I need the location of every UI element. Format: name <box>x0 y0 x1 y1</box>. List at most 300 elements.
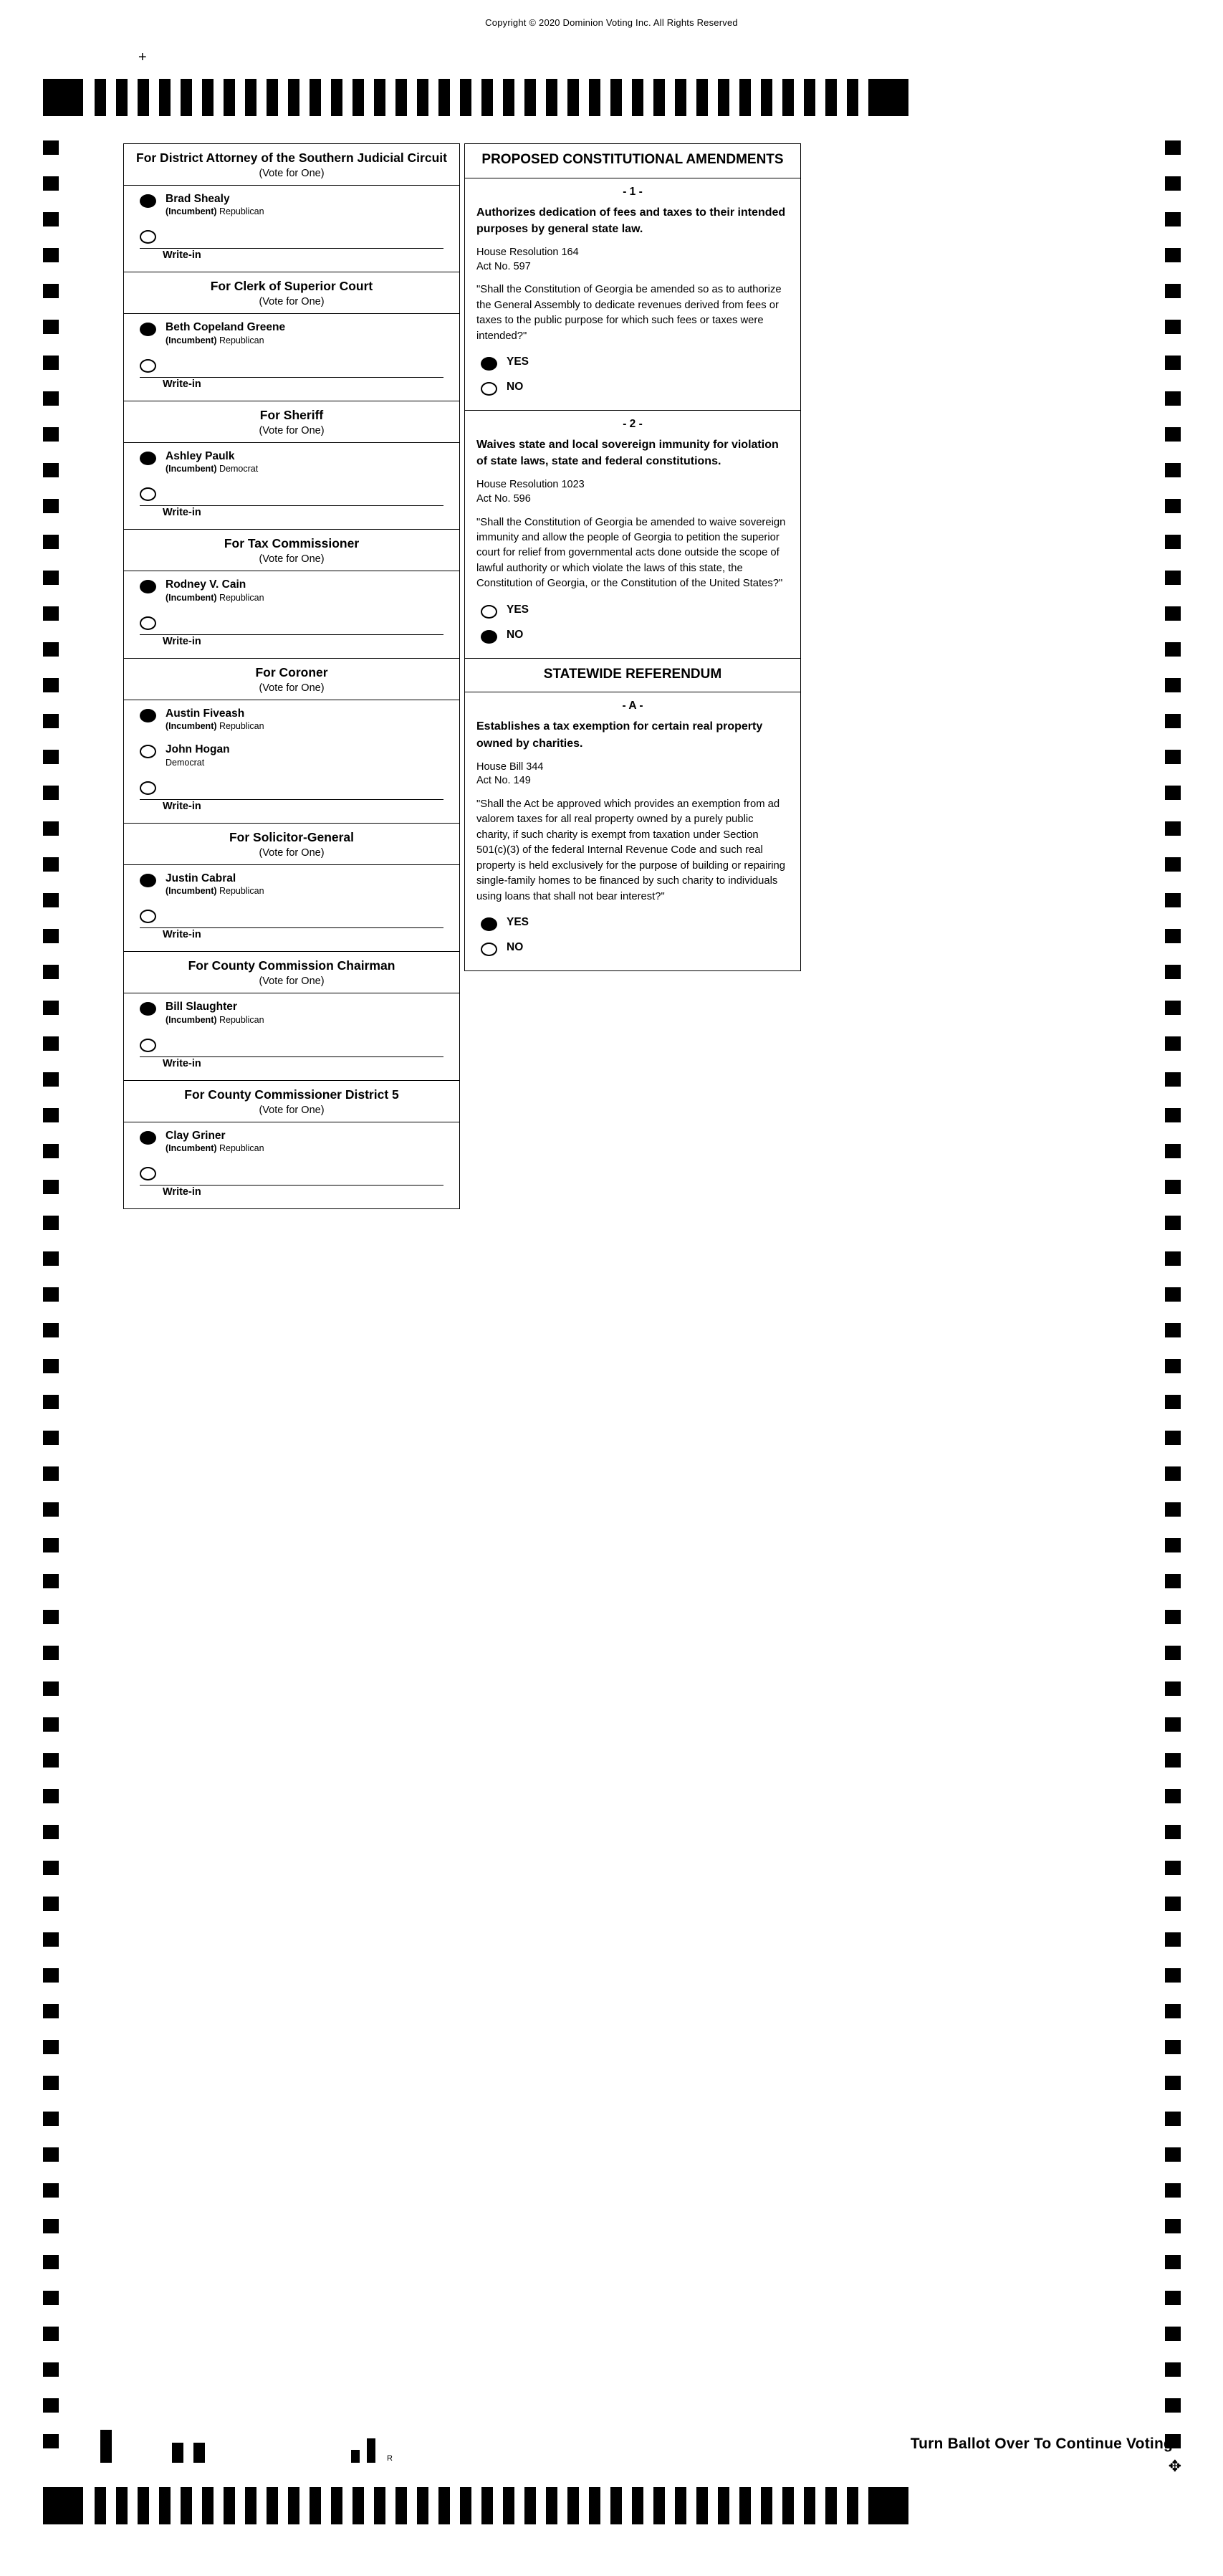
contest-block <box>123 1080 460 1209</box>
timing-mark <box>1165 750 1181 764</box>
contest-block <box>123 529 460 657</box>
timing-mark <box>374 79 385 116</box>
timing-mark <box>1165 1717 1181 1732</box>
timing-mark <box>310 2487 321 2524</box>
timing-mark <box>1165 821 1181 836</box>
write-in-option[interactable] <box>124 1037 459 1052</box>
ballot-option[interactable] <box>124 578 459 604</box>
timing-mark <box>782 2487 794 2524</box>
timing-mark <box>1165 1144 1181 1158</box>
timing-mark <box>1165 1431 1181 1445</box>
candidate-name: NO <box>507 628 524 641</box>
timing-mark <box>159 2487 171 2524</box>
candidate-party: (Incumbent) Republican <box>166 721 264 732</box>
candidate-party: (Incumbent) Republican <box>166 206 264 217</box>
timing-mark <box>1165 1968 1181 1983</box>
timing-mark <box>739 2487 751 2524</box>
timing-mark <box>1165 1681 1181 1696</box>
filled-oval-icon[interactable] <box>481 630 497 644</box>
timing-mark <box>1165 2219 1181 2233</box>
filled-oval-icon[interactable] <box>140 194 156 208</box>
empty-oval-icon[interactable] <box>140 781 156 795</box>
timing-mark <box>1165 212 1181 226</box>
candidate-party: (Incumbent) Republican <box>166 335 264 345</box>
ballot-option[interactable] <box>124 743 459 768</box>
candidate-party: (Incumbent) Republican <box>166 592 264 603</box>
timing-mark <box>610 79 622 116</box>
timing-mark <box>43 786 59 800</box>
timing-mark <box>1165 176 1181 191</box>
timing-mark <box>224 79 235 116</box>
ballot-option[interactable] <box>465 356 800 371</box>
timing-mark <box>847 79 858 116</box>
timing-mark <box>43 1897 59 1911</box>
timing-mark <box>1165 1036 1181 1051</box>
ballot-question <box>464 178 801 410</box>
timing-mark <box>331 2487 342 2524</box>
timing-mark <box>1165 1789 1181 1803</box>
question-bill-reference: House Resolution 164 Act No. 597 <box>476 247 579 272</box>
candidate-name: Austin Fiveash <box>166 707 245 720</box>
timing-mark <box>43 1072 59 1087</box>
question-number: - 1 - <box>623 185 643 198</box>
timing-mark <box>43 1359 59 1373</box>
write-in-area[interactable] <box>124 780 459 820</box>
candidate-name: Bill Slaughter <box>166 1001 237 1013</box>
timing-mark <box>1165 642 1181 657</box>
timing-mark <box>116 2487 128 2524</box>
option-text <box>507 381 523 394</box>
timing-mark <box>1165 427 1181 442</box>
empty-oval-icon[interactable] <box>140 359 156 373</box>
contest-title: For Solicitor-General <box>229 829 355 844</box>
write-in-area[interactable] <box>124 486 459 526</box>
ballot-question <box>464 692 801 971</box>
ballot-option[interactable] <box>124 1001 459 1026</box>
timing-mark <box>202 79 214 116</box>
option-list <box>124 571 459 658</box>
timing-mark <box>43 79 83 116</box>
timing-mark <box>1165 857 1181 872</box>
timing-mark <box>1165 2004 1181 2018</box>
write-in-area[interactable] <box>124 908 459 948</box>
timing-mark <box>1165 248 1181 262</box>
timing-mark <box>43 2398 59 2413</box>
timing-mark <box>739 79 751 116</box>
contest-column-left <box>123 143 460 1209</box>
timing-mark <box>43 1144 59 1158</box>
filled-oval-icon[interactable] <box>481 357 497 371</box>
contest-block <box>123 951 460 1079</box>
timing-mark <box>718 79 729 116</box>
write-in-label: Write-in <box>140 377 443 393</box>
empty-oval-icon[interactable] <box>140 487 156 501</box>
timing-mark <box>1165 786 1181 800</box>
timing-mark <box>43 1216 59 1230</box>
write-in-area[interactable] <box>124 229 459 269</box>
option-list <box>124 443 459 530</box>
option-text <box>166 1001 264 1026</box>
contest-title: For Coroner <box>255 664 328 679</box>
timing-mark <box>43 212 59 226</box>
timing-mark <box>546 79 557 116</box>
vote-for-instruction: (Vote for One) <box>259 553 325 566</box>
write-in-option[interactable] <box>124 229 459 244</box>
option-text <box>507 941 523 955</box>
write-in-label: Write-in <box>140 634 443 651</box>
option-text <box>166 193 264 218</box>
option-text <box>166 1130 264 1155</box>
candidate-party: (Incumbent) Republican <box>166 886 264 897</box>
timing-mark <box>43 463 59 477</box>
timing-mark <box>374 2487 385 2524</box>
timing-mark <box>847 2487 858 2524</box>
write-in-label: Write-in <box>140 799 443 816</box>
timing-mark <box>653 2487 665 2524</box>
candidate-party: Democrat <box>166 757 205 768</box>
timing-mark <box>43 2362 59 2377</box>
timing-mark <box>43 176 59 191</box>
timing-mark <box>417 2487 428 2524</box>
candidate-party: (Incumbent) Democrat <box>166 464 259 474</box>
timing-mark <box>43 284 59 298</box>
question-full-text: "Shall the Constitution of Georgia be amended to waive sovereign immunity and allow the people of Georgia to petition the superior court for relief from governmental acts done outside the scope of lawful authority or which violate the laws of this state, the Constitution of Georgia, or the Constitution of the United States?" <box>476 516 786 590</box>
timing-mark <box>1165 1108 1181 1122</box>
timing-mark <box>1165 2398 1181 2413</box>
contest-block <box>123 658 460 823</box>
timing-mark <box>43 678 59 692</box>
option-list <box>124 700 459 823</box>
candidate-name: Clay Griner <box>166 1129 226 1142</box>
filled-oval-icon[interactable] <box>140 452 156 465</box>
vote-for-instruction: (Vote for One) <box>259 846 325 859</box>
timing-mark <box>95 2487 106 2524</box>
timing-mark <box>438 2487 450 2524</box>
timing-mark <box>43 2112 59 2126</box>
timing-mark <box>43 893 59 907</box>
timing-mark <box>610 2487 622 2524</box>
timing-mark <box>352 79 364 116</box>
ballot-option[interactable] <box>465 381 800 396</box>
ballot-option[interactable] <box>124 872 459 897</box>
timing-marks-right <box>1165 140 1181 2470</box>
timing-mark <box>159 79 171 116</box>
candidate-name: Ashley Paulk <box>166 449 235 462</box>
ballot-option[interactable] <box>124 193 459 218</box>
timing-mark <box>1165 1861 1181 1875</box>
candidate-name: Brad Shealy <box>166 192 230 205</box>
timing-mark <box>43 1431 59 1445</box>
timing-mark <box>696 79 708 116</box>
timing-mark <box>181 79 192 116</box>
timing-mark <box>1165 1323 1181 1337</box>
contest-title: For District Attorney of the Southern Judicial Circuit <box>136 151 447 165</box>
vote-for-instruction: (Vote for One) <box>259 424 325 437</box>
turn-ballot-over-text: Turn Ballot Over To Continue Voting <box>910 2436 1173 2452</box>
amendments-header: PROPOSED CONSTITUTIONAL AMENDMENTS <box>481 152 784 167</box>
timing-mark <box>1165 714 1181 728</box>
timing-mark <box>43 248 59 262</box>
timing-mark <box>202 2487 214 2524</box>
timing-marks-left <box>43 140 59 2470</box>
timing-mark <box>43 2004 59 2018</box>
timing-mark <box>460 79 471 116</box>
timing-mark <box>804 2487 815 2524</box>
filled-oval-icon[interactable] <box>140 709 156 722</box>
timing-mark <box>245 79 256 116</box>
timing-mark <box>1165 1932 1181 1947</box>
timing-mark <box>43 714 59 728</box>
timing-mark <box>1165 1502 1181 1517</box>
vote-for-instruction: (Vote for One) <box>259 975 325 988</box>
write-in-option[interactable] <box>124 780 459 795</box>
timing-mark <box>224 2487 235 2524</box>
timing-mark <box>1165 1646 1181 1660</box>
referendum-header: STATEWIDE REFERENDUM <box>543 666 722 682</box>
timing-mark <box>1165 1538 1181 1552</box>
timing-mark <box>395 2487 407 2524</box>
timing-mark <box>804 79 815 116</box>
option-list <box>124 865 459 952</box>
write-in-area[interactable] <box>124 1165 459 1206</box>
timing-mark <box>43 1825 59 1839</box>
empty-oval-icon[interactable] <box>481 943 497 956</box>
timing-mark <box>43 642 59 657</box>
timing-marks-bottom <box>43 2487 1182 2524</box>
question-summary: Authorizes dedication of fees and taxes to their intended purposes by general state law. <box>476 206 786 235</box>
option-text <box>507 916 529 930</box>
timing-mark <box>43 606 59 621</box>
registration-plus-mark: + <box>138 49 147 65</box>
candidate-name: Justin Cabral <box>166 872 236 884</box>
filled-oval-icon[interactable] <box>140 1002 156 1016</box>
timing-mark <box>1165 1216 1181 1230</box>
timing-mark <box>1165 356 1181 370</box>
timing-mark <box>1165 606 1181 621</box>
timing-mark <box>43 2183 59 2198</box>
empty-oval-icon[interactable] <box>481 382 497 396</box>
ballot-question <box>464 410 801 658</box>
write-in-option[interactable] <box>124 358 459 373</box>
ballot-option[interactable] <box>465 916 800 931</box>
filled-oval-icon[interactable] <box>140 323 156 336</box>
timing-mark <box>138 79 149 116</box>
filled-oval-icon[interactable] <box>140 580 156 593</box>
question-summary: Waives state and local sovereign immunity for violation of state laws, state and federal constitutions. <box>476 439 779 468</box>
timing-mark <box>1165 2112 1181 2126</box>
write-in-area[interactable] <box>124 1037 459 1077</box>
contest-title: For Sheriff <box>259 407 324 422</box>
write-in-option[interactable] <box>124 486 459 501</box>
timing-mark <box>632 2487 643 2524</box>
write-in-option[interactable] <box>124 1165 459 1180</box>
timing-mark <box>1165 1466 1181 1481</box>
timing-mark <box>43 2147 59 2162</box>
timing-mark <box>43 1789 59 1803</box>
ballot-option[interactable] <box>124 321 459 346</box>
timing-mark <box>1165 965 1181 979</box>
timing-mark <box>653 79 665 116</box>
timing-mark <box>1165 1897 1181 1911</box>
timing-mark <box>1165 2183 1181 2198</box>
write-in-label: Write-in <box>140 248 443 264</box>
timing-mark <box>331 79 342 116</box>
yes-no-options <box>465 913 800 970</box>
timing-mark <box>43 1717 59 1732</box>
write-in-option[interactable] <box>124 908 459 923</box>
timing-mark <box>43 965 59 979</box>
timing-mark <box>288 2487 299 2524</box>
timing-mark <box>43 1001 59 1015</box>
timing-mark <box>43 1646 59 1660</box>
timing-mark <box>43 1180 59 1194</box>
arrows-icon: ✥ <box>1168 2457 1181 2475</box>
timing-mark <box>310 79 321 116</box>
timing-mark <box>782 79 794 116</box>
timing-mark <box>43 1861 59 1875</box>
write-in-option[interactable] <box>124 615 459 630</box>
option-text <box>166 743 230 768</box>
empty-oval-icon[interactable] <box>140 1167 156 1180</box>
timing-mark <box>1165 1825 1181 1839</box>
candidate-name: Rodney V. Cain <box>166 578 246 591</box>
timing-mark <box>481 79 493 116</box>
timing-mark <box>43 1681 59 1696</box>
yes-no-options <box>465 601 800 658</box>
timing-mark <box>1165 2076 1181 2090</box>
timing-mark <box>868 2487 908 2524</box>
timing-mark <box>43 499 59 513</box>
write-in-label: Write-in <box>140 927 443 944</box>
option-text <box>166 321 285 346</box>
question-summary: Establishes a tax exemption for certain real property owned by charities. <box>476 720 763 750</box>
yes-no-options <box>465 353 800 410</box>
empty-oval-icon[interactable] <box>140 230 156 244</box>
option-text <box>507 629 523 642</box>
timing-mark <box>95 79 106 116</box>
empty-oval-icon[interactable] <box>140 616 156 630</box>
option-list <box>124 314 459 401</box>
timing-mark <box>1165 929 1181 943</box>
timing-mark <box>825 2487 837 2524</box>
timing-mark <box>1165 1180 1181 1194</box>
timing-mark <box>1165 1610 1181 1624</box>
timing-mark <box>1165 463 1181 477</box>
timing-mark <box>43 750 59 764</box>
timing-mark <box>43 2434 59 2448</box>
timing-mark <box>589 79 600 116</box>
filled-oval-icon[interactable] <box>140 1131 156 1145</box>
write-in-area[interactable] <box>124 615 459 655</box>
timing-mark <box>1165 2327 1181 2341</box>
vote-for-instruction: (Vote for One) <box>259 296 325 308</box>
ballot-option[interactable] <box>124 707 459 733</box>
candidate-name: NO <box>507 941 524 954</box>
timing-mark <box>1165 2040 1181 2054</box>
filled-oval-icon[interactable] <box>140 874 156 887</box>
timing-mark <box>43 427 59 442</box>
timing-mark <box>43 1610 59 1624</box>
write-in-area[interactable] <box>124 358 459 398</box>
timing-mark <box>503 2487 514 2524</box>
candidate-name: NO <box>507 381 524 393</box>
timing-mark <box>1165 1359 1181 1373</box>
timing-mark <box>868 79 908 116</box>
contest-block <box>123 401 460 529</box>
option-text <box>166 707 264 733</box>
timing-mark <box>43 1538 59 1552</box>
empty-oval-icon[interactable] <box>140 745 156 758</box>
option-text <box>166 578 264 604</box>
timing-mark <box>43 1395 59 1409</box>
contest-block <box>123 823 460 951</box>
timing-mark <box>1165 1072 1181 1087</box>
timing-mark <box>1165 320 1181 334</box>
timing-mark <box>1165 2147 1181 2162</box>
ballot-option[interactable] <box>465 941 800 956</box>
timing-mark <box>43 1251 59 1266</box>
timing-mark <box>352 2487 364 2524</box>
timing-mark <box>1165 1251 1181 1266</box>
ballot-option[interactable] <box>124 1130 459 1155</box>
ballot-option[interactable] <box>465 629 800 644</box>
timing-mark <box>43 821 59 836</box>
option-list <box>124 186 459 272</box>
timing-mark <box>675 2487 686 2524</box>
candidate-party: (Incumbent) Republican <box>166 1143 264 1154</box>
option-list <box>124 993 459 1080</box>
timing-mark <box>460 2487 471 2524</box>
timing-mark <box>43 1466 59 1481</box>
timing-mark <box>546 2487 557 2524</box>
empty-oval-icon[interactable] <box>481 605 497 619</box>
timing-mark <box>116 79 128 116</box>
write-in-label: Write-in <box>140 505 443 522</box>
candidate-name: YES <box>507 356 529 368</box>
timing-mark <box>43 1753 59 1768</box>
empty-oval-icon[interactable] <box>140 1039 156 1052</box>
timing-mark <box>1165 1574 1181 1588</box>
empty-oval-icon[interactable] <box>140 910 156 923</box>
ballot-option[interactable] <box>465 604 800 619</box>
candidate-party: (Incumbent) Republican <box>166 1014 264 1025</box>
ballot-option[interactable] <box>124 450 459 475</box>
timing-mark <box>43 2255 59 2269</box>
timing-mark <box>43 391 59 406</box>
timing-mark <box>43 1323 59 1337</box>
filled-oval-icon[interactable] <box>481 917 497 931</box>
ballot-id-marks <box>100 2430 473 2463</box>
option-list <box>124 1122 459 1209</box>
question-number: - 2 - <box>623 418 643 430</box>
timing-mark <box>1165 678 1181 692</box>
timing-mark <box>503 79 514 116</box>
timing-mark <box>1165 535 1181 549</box>
timing-mark <box>181 2487 192 2524</box>
question-number: - A - <box>622 700 643 712</box>
timing-mark <box>1165 499 1181 513</box>
question-bill-reference: House Resolution 1023 Act No. 596 <box>476 479 585 505</box>
candidate-name: YES <box>507 916 529 929</box>
candidate-name: YES <box>507 603 529 616</box>
vote-for-instruction: (Vote for One) <box>259 1104 325 1116</box>
timing-mark <box>1165 1753 1181 1768</box>
timing-mark <box>1165 2255 1181 2269</box>
ballot-id-mark-label: R <box>387 2454 393 2463</box>
timing-mark <box>1165 140 1181 155</box>
timing-mark <box>43 1502 59 1517</box>
timing-mark <box>43 571 59 585</box>
